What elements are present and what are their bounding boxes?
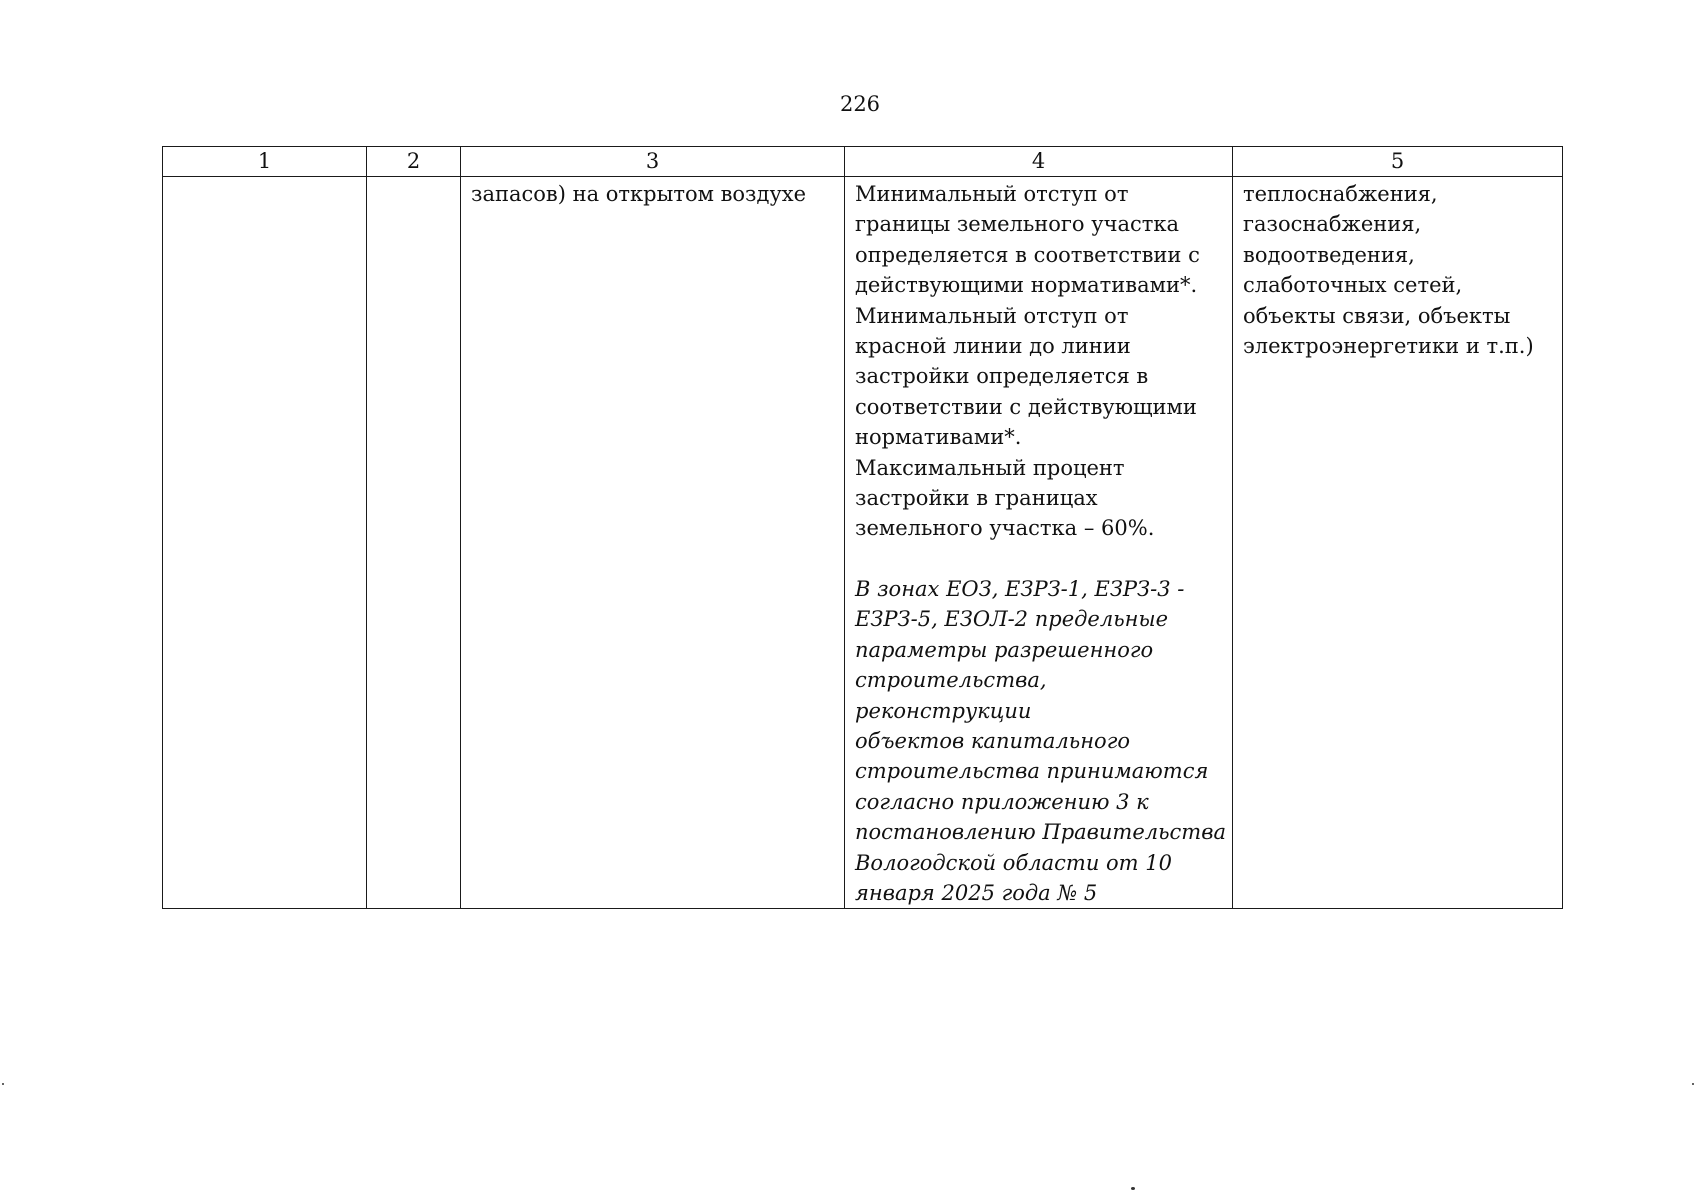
cell-col-2 xyxy=(367,177,461,909)
scan-speck xyxy=(2,1083,4,1085)
scan-speck xyxy=(1131,1187,1135,1190)
table-header-row xyxy=(163,147,1563,177)
page-number: 226 xyxy=(839,92,881,116)
column-header-4: 4 xyxy=(845,147,1233,177)
table-row xyxy=(163,177,1563,909)
utilities-text: теплоснабжения, газоснабжения, водоотведения, слаботочных сетей, объекты связи, объекты электроэнергетики и т.п.) xyxy=(1243,182,1534,359)
column-header-1: 1 xyxy=(163,147,367,177)
cell-col-5 xyxy=(1233,177,1563,909)
setback-red-line-text: Минимальный отступ от красной линии до линии застройки определяется в соответствии с действующими нормативами*. xyxy=(855,303,1197,450)
regulations-table xyxy=(162,146,1563,909)
column-header-5: 5 xyxy=(1233,147,1563,177)
zones-note-text: В зонах ЕОЗ, ЕЗРЗ-1, ЕЗРЗ-3 - ЕЗРЗ-5, ЕЗОЛ-2 предельные параметры разрешенного строительства, реконструкции объектов капитального строительства принимаются согласно приложению 3 к постановлению Правительства Вологодской области от 10 января 2025 года № 5 xyxy=(855,576,1226,905)
scan-speck xyxy=(1692,1083,1694,1085)
cell-col-3 xyxy=(461,177,845,909)
max-coverage-text: Максимальный процент застройки в границах земельного участка – 60%. xyxy=(855,455,1155,541)
column-header-2: 2 xyxy=(367,147,461,177)
permitted-use-text: запасов) на открытом воздухе xyxy=(471,182,807,206)
cell-col-4 xyxy=(845,177,1233,909)
setback-boundary-text: Минимальный отступ от границы земельного участка определяется в соответствии с действующими нормативами*. xyxy=(855,182,1200,298)
column-header-3: 3 xyxy=(461,147,845,177)
cell-col-1 xyxy=(163,177,367,909)
